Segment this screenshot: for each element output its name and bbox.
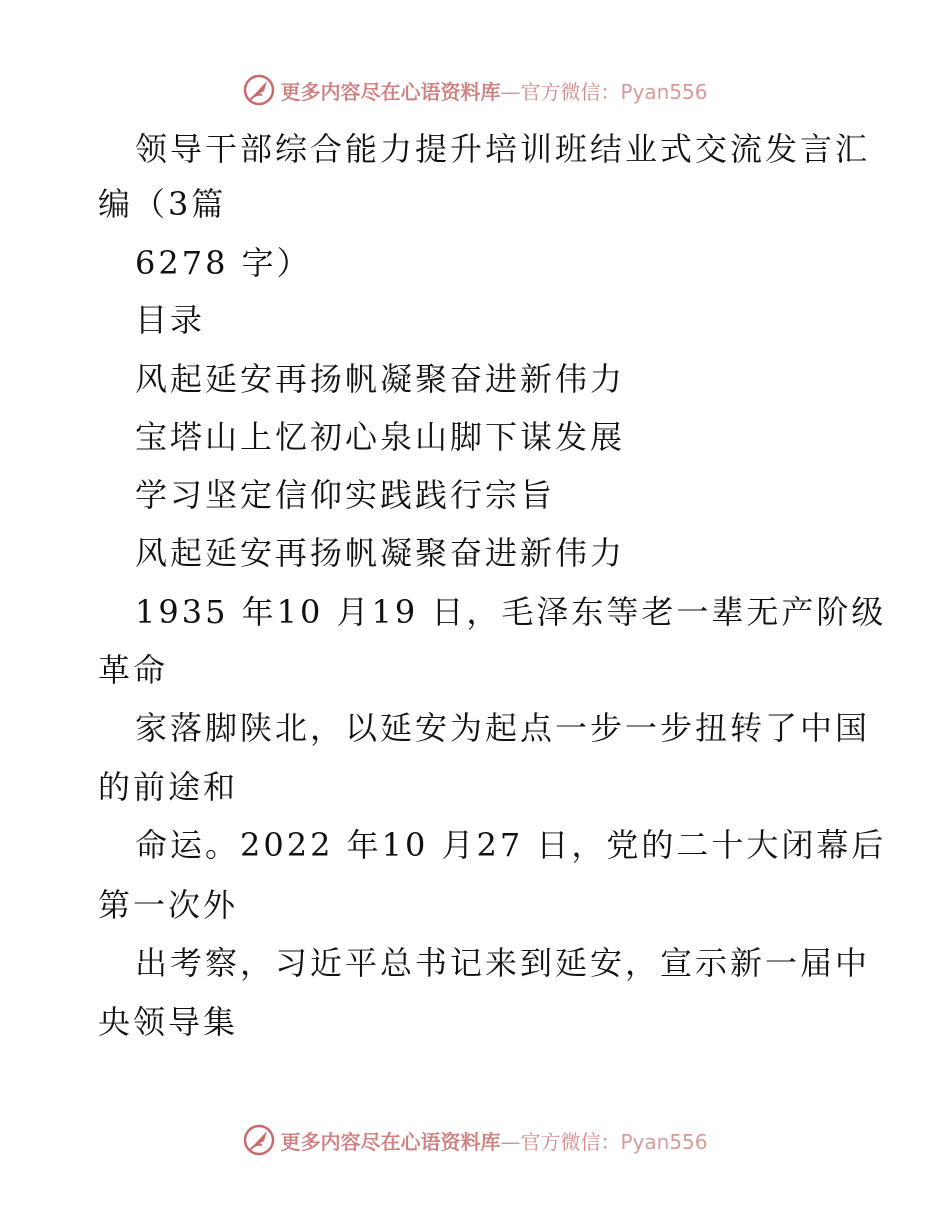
watermark-sep: — — [500, 1129, 521, 1154]
watermark-official: 官方微信： — [520, 79, 621, 104]
paragraph-line-4: 的前途和 — [98, 768, 239, 806]
watermark-main: 更多内容尽在心语资料库 — [280, 79, 501, 104]
footer-watermark — [0, 1120, 950, 1160]
paragraph-line-6: 第一次外 — [98, 886, 239, 924]
watermark-text — [280, 1126, 707, 1155]
toc-heading: 目录 — [135, 301, 206, 339]
paragraph-line-1: 1935 年10 月19 日，毛泽东等老一辈无产阶级 — [135, 593, 887, 631]
quill-logo-icon — [242, 73, 276, 107]
watermark-id: Pyan556 — [620, 79, 708, 104]
toc-item-2: 宝塔山上忆初心泉山脚下谋发展 — [135, 418, 626, 456]
quill-logo-icon — [242, 1123, 276, 1157]
doc-title-line-2: 编（3篇 — [98, 185, 227, 223]
paragraph-line-3: 家落脚陕北，以延安为起点一步一步扭转了中国 — [135, 709, 871, 747]
header-watermark — [0, 70, 950, 110]
watermark-main: 更多内容尽在心语资料库 — [280, 1129, 501, 1154]
watermark-sep: — — [500, 79, 521, 104]
paragraph-line-8: 央领导集 — [98, 1003, 239, 1041]
toc-item-3: 学习坚定信仰实践践行宗旨 — [135, 476, 556, 514]
toc-item-1: 风起延安再扬帆凝聚奋进新伟力 — [135, 360, 626, 398]
watermark-official: 官方微信： — [520, 1129, 621, 1154]
doc-wordcount: 6278 字） — [135, 244, 312, 282]
paragraph-line-7: 出考察，习近平总书记来到延安，宣示新一届中 — [135, 944, 871, 982]
section-heading: 风起延安再扬帆凝聚奋进新伟力 — [135, 534, 626, 572]
watermark-text — [280, 76, 707, 105]
paragraph-line-5: 命运。2022 年10 月27 日，党的二十大闭幕后 — [135, 826, 887, 864]
doc-title-line-1: 领导干部综合能力提升培训班结业式交流发言汇 — [135, 130, 871, 168]
paragraph-line-2: 革命 — [98, 651, 169, 689]
watermark-id: Pyan556 — [620, 1129, 708, 1154]
